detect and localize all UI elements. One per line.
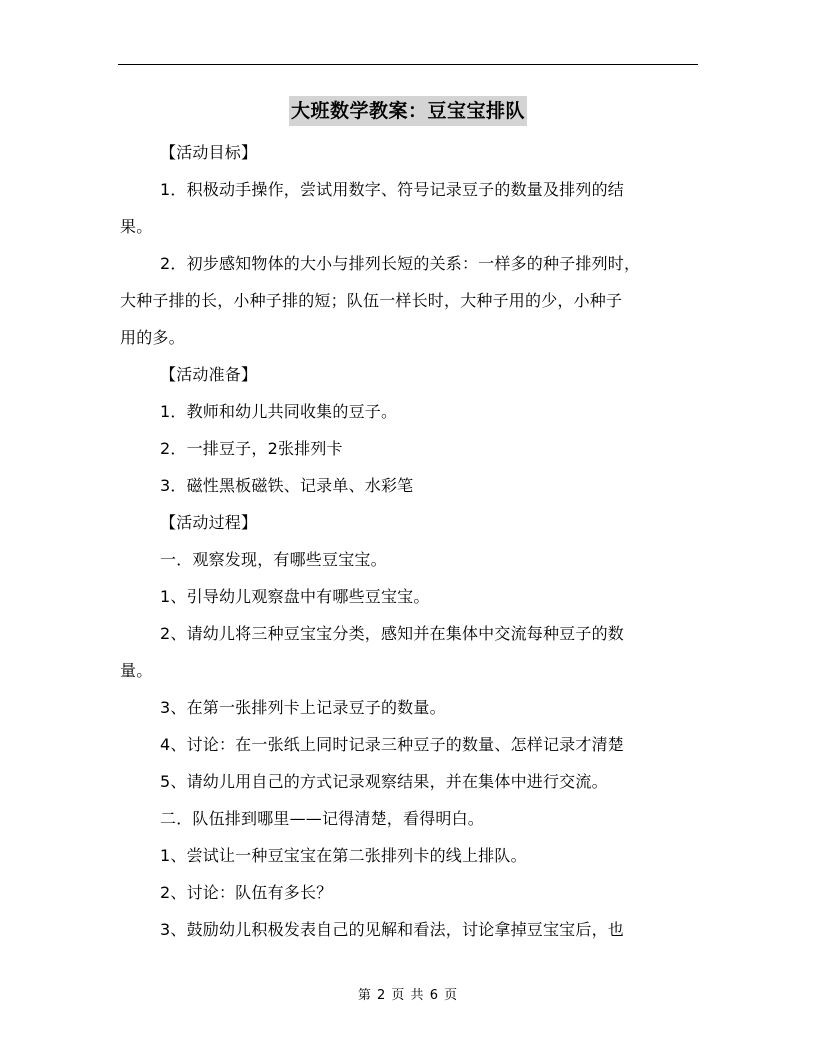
paragraph-line: 二．队伍排到哪里——记得清楚，看得明白。 <box>160 809 485 828</box>
paragraph-line: 2．初步感知物体的大小与排列长短的关系：一样多的种子排列时， <box>160 254 641 273</box>
paragraph-line: 1．积极动手操作，尝试用数字、符号记录豆子的数量及排列的结 <box>160 180 624 199</box>
paragraph-line: 2、讨论：队伍有多长？ <box>160 883 333 902</box>
paragraph-line: 1、尝试让一种豆宝宝在第二张排列卡的线上排队。 <box>160 846 527 865</box>
page-number-footer: 第 2 页 共 6 页 <box>357 988 459 1003</box>
paragraph-line: 一．观察发现，有哪些豆宝宝。 <box>160 550 387 569</box>
header-rule <box>118 64 698 65</box>
paragraph-line: 量。 <box>120 661 153 680</box>
paragraph-line: 用的多。 <box>120 328 185 347</box>
paragraph-line: 1．教师和幼儿共同收集的豆子。 <box>160 402 398 421</box>
paragraph-line: 3、鼓励幼儿积极发表自己的见解和看法，讨论拿掉豆宝宝后，也 <box>160 920 624 939</box>
section-heading-goals: 【活动目标】 <box>160 143 258 162</box>
paragraph-line: 4、讨论：在一张纸上同时记录三种豆子的数量、怎样记录才清楚 <box>160 735 624 754</box>
paragraph-line: 2、请幼儿将三种豆宝宝分类，感知并在集体中交流每种豆子的数 <box>160 624 624 643</box>
section-heading-preparation: 【活动准备】 <box>160 365 258 384</box>
section-heading-process: 【活动过程】 <box>160 513 258 532</box>
document-body <box>120 96 696 948</box>
paragraph-line: 2．一排豆子，2张排列卡 <box>160 439 343 458</box>
title-wrapper <box>120 96 696 128</box>
paragraph-line: 果。 <box>120 217 153 236</box>
paragraph-line: 1、引导幼儿观察盘中有哪些豆宝宝。 <box>160 587 430 606</box>
document-title: 大班数学教案：豆宝宝排队 <box>289 96 527 126</box>
paragraph-line: 3．磁性黑板磁铁、记录单、水彩笔 <box>160 476 414 495</box>
paragraph-line: 大种子排的长，小种子排的短；队伍一样长时，大种子用的少，小种子 <box>120 291 623 310</box>
paragraph-line: 3、在第一张排列卡上记录豆子的数量。 <box>160 698 446 717</box>
paragraph-line: 5、请幼儿用自己的方式记录观察结果，并在集体中进行交流。 <box>160 772 608 791</box>
